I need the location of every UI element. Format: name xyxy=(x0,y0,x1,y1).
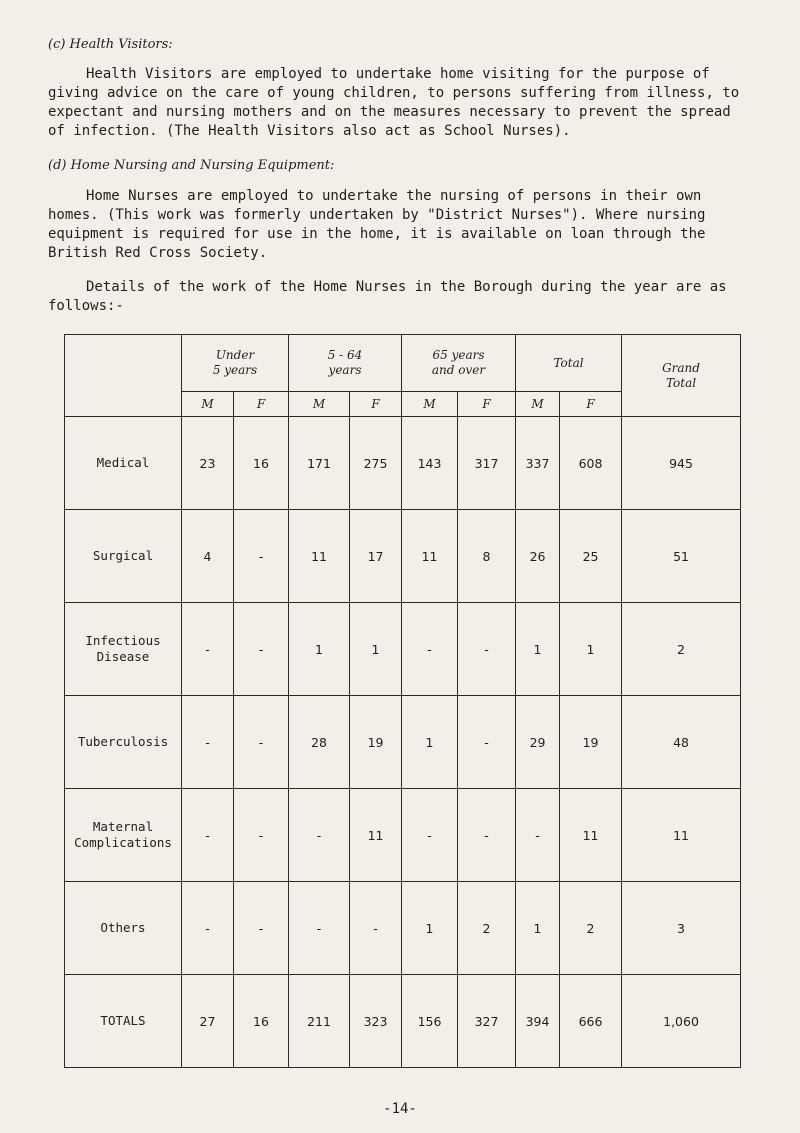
sub-header: M xyxy=(516,392,560,417)
sub-header: F xyxy=(234,392,289,417)
table-cell: 211 xyxy=(289,975,350,1068)
table-cell: 337 xyxy=(516,417,560,510)
table-cell: - xyxy=(458,696,516,789)
table-cell: 26 xyxy=(516,510,560,603)
sub-header: F xyxy=(350,392,402,417)
page-number: -14- xyxy=(383,1101,417,1117)
table-cell: 51 xyxy=(622,510,741,603)
table-cell: 8 xyxy=(458,510,516,603)
table-cell: - xyxy=(182,696,234,789)
table-cell: 4 xyxy=(182,510,234,603)
table-cell: - xyxy=(234,603,289,696)
row-label: Others xyxy=(65,882,182,975)
table-cell: 28 xyxy=(289,696,350,789)
table-cell: 29 xyxy=(516,696,560,789)
table-cell: 25 xyxy=(560,510,622,603)
table-cell: 945 xyxy=(622,417,741,510)
table-cell: 19 xyxy=(560,696,622,789)
group-header: Grand Total xyxy=(622,335,741,417)
group-header: Total xyxy=(516,335,622,392)
table-cell: 323 xyxy=(350,975,402,1068)
table-cell: - xyxy=(458,603,516,696)
row-label: Tuberculosis xyxy=(65,696,182,789)
table-cell: 1,060 xyxy=(622,975,741,1068)
table-cell: 2 xyxy=(458,882,516,975)
table-cell: 1 xyxy=(402,882,458,975)
sub-header: F xyxy=(458,392,516,417)
table-cell: 48 xyxy=(622,696,741,789)
table-cell: 23 xyxy=(182,417,234,510)
table-cell: - xyxy=(234,696,289,789)
sub-header: M xyxy=(182,392,234,417)
section-d-heading: (d) Home Nursing and Nursing Equipment: xyxy=(48,158,335,173)
table-cell: 17 xyxy=(350,510,402,603)
table-row xyxy=(65,696,741,789)
table-cell: - xyxy=(516,789,560,882)
table-cell: - xyxy=(234,510,289,603)
details-intro-paragraph: Details of the work of the Home Nurses in the Borough during the year are as follows:- xyxy=(48,279,727,314)
row-label: TOTALS xyxy=(65,975,182,1068)
table-group-header-row xyxy=(65,335,741,392)
table-cell: 2 xyxy=(622,603,741,696)
table-cell: 666 xyxy=(560,975,622,1068)
table-cell: 11 xyxy=(560,789,622,882)
table-cell: - xyxy=(402,603,458,696)
table-cell: 27 xyxy=(182,975,234,1068)
row-label: Medical xyxy=(65,417,182,510)
table-cell: 1 xyxy=(516,603,560,696)
group-header: Under 5 years xyxy=(182,335,289,392)
health-visitors-paragraph: Health Visitors are employed to undertake home visiting for the purpose of giving advice on the care of young children, to persons suffering from illness, to expectant and nursing mothers and on the measures necessary to prevent the spread of infection. (The Health Visitors also act as School Nurses). xyxy=(48,66,740,139)
table-cell: - xyxy=(234,789,289,882)
table-cell: - xyxy=(458,789,516,882)
table-cell: - xyxy=(182,789,234,882)
row-label-header xyxy=(65,335,182,417)
table-cell: 11 xyxy=(622,789,741,882)
table-cell: 1 xyxy=(560,603,622,696)
table-cell: 1 xyxy=(289,603,350,696)
table-cell: - xyxy=(402,789,458,882)
table-cell: 171 xyxy=(289,417,350,510)
table-cell: - xyxy=(182,603,234,696)
row-label: Surgical xyxy=(65,510,182,603)
table-cell: 19 xyxy=(350,696,402,789)
sub-header: F xyxy=(560,392,622,417)
table-cell: 327 xyxy=(458,975,516,1068)
table-cell: 11 xyxy=(402,510,458,603)
table-row xyxy=(65,417,741,510)
table-cell: 608 xyxy=(560,417,622,510)
table-cell: 16 xyxy=(234,417,289,510)
table-cell: 16 xyxy=(234,975,289,1068)
table-cell: 143 xyxy=(402,417,458,510)
group-header: 65 years and over xyxy=(402,335,516,392)
table-cell: 156 xyxy=(402,975,458,1068)
table-cell: - xyxy=(289,789,350,882)
section-c-heading: (c) Health Visitors: xyxy=(48,37,173,52)
table-cell: 1 xyxy=(402,696,458,789)
sub-header: M xyxy=(402,392,458,417)
row-label: Infectious Disease xyxy=(65,603,182,696)
table-cell: 394 xyxy=(516,975,560,1068)
table-cell: 11 xyxy=(289,510,350,603)
table-row xyxy=(65,789,741,882)
table-row xyxy=(65,603,741,696)
table-cell: 275 xyxy=(350,417,402,510)
table-cell: - xyxy=(234,882,289,975)
table-cell: - xyxy=(350,882,402,975)
table-cell: 2 xyxy=(560,882,622,975)
row-label: Maternal Complications xyxy=(65,789,182,882)
home-nursing-table xyxy=(64,334,741,1068)
home-nurses-paragraph: Home Nurses are employed to undertake the nursing of persons in their own homes. (This work was formerly undertaken by "District Nurses"). Where nursing equipment is required for use in the home, it is available on loan through the British Red Cross Society. xyxy=(48,188,706,261)
table-row xyxy=(65,510,741,603)
table-cell: 11 xyxy=(350,789,402,882)
table-cell: 1 xyxy=(516,882,560,975)
table-cell: - xyxy=(182,882,234,975)
table-cell: - xyxy=(289,882,350,975)
group-header: 5 - 64 years xyxy=(289,335,402,392)
table-cell: 317 xyxy=(458,417,516,510)
sub-header: M xyxy=(289,392,350,417)
table-row xyxy=(65,975,741,1068)
table-cell: 3 xyxy=(622,882,741,975)
table-row xyxy=(65,882,741,975)
table-cell: 1 xyxy=(350,603,402,696)
